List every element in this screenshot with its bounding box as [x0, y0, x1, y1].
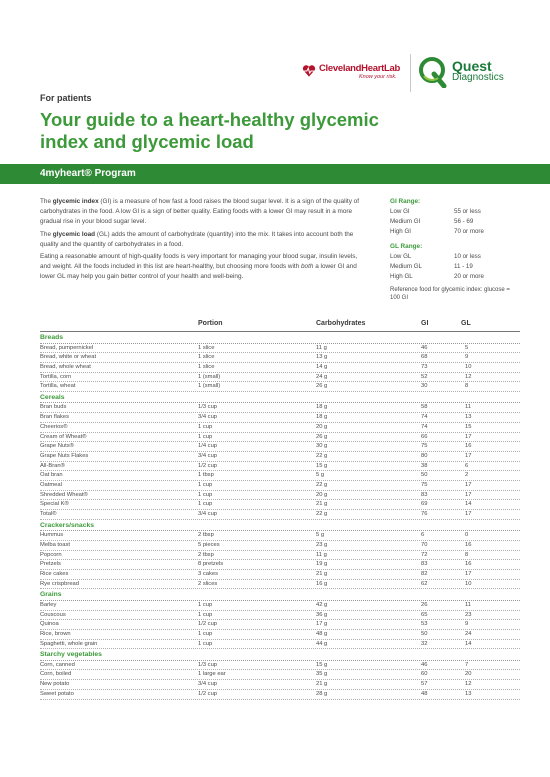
- gi-cell: 58: [421, 404, 428, 411]
- quest-logo-line2: Diagnostics: [452, 72, 504, 83]
- food-name-cell: Barley: [40, 601, 57, 608]
- gi-cell: 80: [421, 452, 428, 459]
- carbohydrates-cell: 13 g: [316, 354, 328, 361]
- portion-cell: 1/4 cup: [198, 443, 218, 450]
- gi-cell: 50: [421, 630, 428, 637]
- gi-range-low: Low GI 55 or less: [390, 208, 481, 215]
- portion-cell: 1 slice: [198, 363, 215, 370]
- table-row: [40, 580, 520, 590]
- header-gi: GI: [421, 320, 429, 327]
- program-banner: [0, 164, 550, 184]
- table-row: [40, 661, 520, 671]
- portion-cell: 1 large ear: [198, 671, 226, 678]
- gl-cell: 17: [465, 570, 472, 577]
- portion-cell: 2 tbsp: [198, 532, 214, 539]
- portion-cell: 1/3 cup: [198, 404, 218, 411]
- carbohydrates-cell: 22 g: [316, 511, 328, 517]
- gi-cell: 6: [421, 532, 425, 539]
- gi-cell: 62: [421, 580, 428, 587]
- table-row: [40, 500, 520, 510]
- gl-cell: 10: [465, 580, 472, 587]
- gi-cell: 38: [421, 462, 428, 469]
- food-name-cell: All-Bran®: [40, 462, 65, 469]
- gl-cell: 13: [465, 414, 472, 421]
- carbohydrates-cell: 18 g: [316, 414, 328, 421]
- gi-cell: 75: [421, 481, 428, 488]
- food-name-cell: Bran flakes: [40, 414, 69, 421]
- portion-cell: 1 cup: [198, 630, 213, 637]
- gl-cell: 9: [465, 354, 469, 361]
- gl-cell: 7: [465, 661, 469, 668]
- portion-cell: 1/3 cup: [198, 661, 218, 668]
- table-row: [40, 363, 520, 373]
- intro-paragraph-gl: The glycemic load (GL) adds the amount of carbohydrate (quantity) into the mix. It takes into account both the quality and the quantity of carbohydrates in a food.: [40, 230, 354, 248]
- gl-cell: 6: [465, 462, 469, 469]
- food-name-cell: Couscous: [40, 611, 66, 618]
- portion-cell: 1 (small): [198, 383, 221, 390]
- gl-range-medium: Medium GL 11 - 19: [390, 263, 473, 270]
- food-name-cell: Melba toast: [40, 541, 70, 548]
- carbohydrates-cell: 11 g: [316, 344, 327, 351]
- table-row: [40, 560, 520, 570]
- gi-range-high: High GI 70 or more: [390, 228, 484, 235]
- heart-icon: [302, 64, 316, 78]
- food-name-cell: Tortilla, corn: [40, 373, 72, 380]
- gl-cell: 15: [465, 423, 472, 430]
- logo-divider: [410, 54, 411, 92]
- table-row: [40, 531, 520, 541]
- header-carbohydrates: Carbohydrates: [316, 320, 366, 327]
- portion-cell: 1/2 cup: [198, 621, 218, 628]
- portion-cell: 1 cup: [198, 491, 213, 498]
- gi-range-medium: Medium GI 56 - 69: [390, 218, 474, 225]
- portion-cell: 1 (small): [198, 373, 221, 380]
- gl-cell: 16: [465, 443, 472, 450]
- food-name-cell: Rice cakes: [40, 570, 69, 577]
- gi-cell: 73: [421, 363, 428, 370]
- gl-cell: 11: [465, 404, 472, 411]
- gl-cell: 2: [465, 472, 469, 479]
- table-row: [40, 620, 520, 630]
- table-row: [40, 442, 520, 452]
- table-row: [40, 670, 520, 680]
- gi-cell: 74: [421, 423, 428, 430]
- intro-paragraph-advice: Eating a reasonable amount of high-quality foods is very important for managing your blood sugar, insulin levels, and weight. All the foods included in this list are heart-healthy, but choosing more foods with both a lower GI and lower GL may help you gain better control of your health and well-being.: [40, 253, 358, 281]
- carbohydrates-cell: 22 g: [316, 481, 328, 488]
- food-name-cell: Special K®: [40, 501, 69, 508]
- portion-cell: 3 cakes: [198, 570, 218, 577]
- gi-cell: 75: [421, 443, 428, 450]
- gl-cell: 17: [465, 433, 472, 440]
- carbohydrates-cell: 30 g: [316, 443, 328, 450]
- section-heading: Grains: [40, 589, 520, 601]
- cleveland-logo-text: ClevelandHeartLab: [319, 63, 400, 74]
- food-name-cell: Rye crispbread: [40, 580, 79, 587]
- carbohydrates-cell: 15 g: [316, 661, 328, 668]
- gi-cell: 76: [421, 511, 428, 517]
- food-name-cell: Cheerios®: [40, 423, 68, 430]
- gl-cell: 20: [465, 671, 472, 678]
- gl-cell: 8: [465, 383, 469, 390]
- food-name-cell: Total®: [40, 511, 57, 517]
- gi-cell: 83: [421, 491, 428, 498]
- table-header: [40, 320, 520, 330]
- portion-cell: 1 cup: [198, 601, 213, 608]
- portion-cell: 8 pretzels: [198, 561, 224, 568]
- carbohydrates-cell: 5 g: [316, 532, 325, 539]
- carbohydrates-cell: 44 g: [316, 640, 328, 647]
- portion-cell: 1 cup: [198, 433, 213, 440]
- section-heading: Breads: [40, 332, 520, 344]
- portion-cell: 1 cup: [198, 640, 213, 647]
- carbohydrates-cell: 21 g: [316, 501, 328, 508]
- portion-cell: 1 slice: [198, 354, 215, 361]
- gl-cell: 8: [465, 551, 469, 558]
- gi-cell: 52: [421, 373, 428, 380]
- carbohydrates-cell: 21 g: [316, 681, 328, 688]
- gl-cell: 14: [465, 501, 472, 508]
- gl-cell: 13: [465, 690, 472, 697]
- gi-cell: 83: [421, 561, 428, 568]
- table-row: [40, 403, 520, 413]
- carbohydrates-cell: 20 g: [316, 423, 328, 430]
- gl-cell: 14: [465, 640, 472, 647]
- food-name-cell: Oatmeal: [40, 481, 62, 488]
- table-row: [40, 541, 520, 551]
- table-row: [40, 680, 520, 690]
- carbohydrates-cell: 48 g: [316, 630, 328, 637]
- carbohydrates-cell: 20 g: [316, 491, 328, 498]
- gl-range-heading: GL Range:: [390, 243, 423, 250]
- gl-cell: 12: [465, 373, 472, 380]
- food-name-cell: Spaghetti, whole grain: [40, 640, 98, 647]
- gi-cell: 50: [421, 472, 428, 479]
- food-name-cell: Bran buds: [40, 404, 67, 411]
- carbohydrates-cell: 24 g: [316, 373, 328, 380]
- food-name-cell: Bread, pumpernickel: [40, 344, 94, 351]
- carbohydrates-cell: 36 g: [316, 611, 328, 618]
- food-name-cell: Hummus: [40, 532, 64, 539]
- quest-logo-icon: [418, 56, 448, 88]
- portion-cell: 2 tbsp: [198, 551, 214, 558]
- section-heading: Crackers/snacks: [40, 520, 520, 532]
- carbohydrates-cell: 28 g: [316, 690, 328, 697]
- carbohydrates-cell: 23 g: [316, 541, 328, 548]
- gi-cell: 46: [421, 661, 428, 668]
- table-row: [40, 471, 520, 481]
- header-gl: GL: [461, 320, 471, 327]
- portion-cell: 1 slice: [198, 344, 215, 351]
- food-name-cell: Rice, brown: [40, 630, 71, 637]
- term-glycemic-index: glycemic index: [52, 198, 99, 205]
- gi-cell: 32: [421, 640, 428, 647]
- gi-cell: 66: [421, 433, 428, 440]
- carbohydrates-cell: 5 g: [316, 472, 325, 479]
- carbohydrates-cell: 11 g: [316, 551, 327, 558]
- table-row: [40, 433, 520, 443]
- gl-cell: 10: [465, 363, 472, 370]
- food-name-cell: Sweet potato: [40, 690, 74, 697]
- food-name-cell: Pretzels: [40, 561, 61, 568]
- intro-paragraph-gi: The glycemic index (GI) is a measure of how fast a food raises the blood sugar level. It is a sign of the quality of carbohydrates in the food. A low GI is a sign of better quality. Eating foods with a lower GI may result in a more gradual rise in your blood sugar level.: [40, 198, 359, 226]
- gl-cell: 17: [465, 481, 472, 488]
- gi-cell: 82: [421, 570, 428, 577]
- range-legend: [390, 197, 520, 302]
- gi-cell: 57: [421, 681, 428, 688]
- gi-cell: 70: [421, 541, 428, 548]
- header-logos: [0, 52, 550, 92]
- table-row: [40, 353, 520, 363]
- table-row: [40, 491, 520, 501]
- food-name-cell: Bread, whole wheat: [40, 363, 91, 370]
- gl-cell: 24: [465, 630, 472, 637]
- food-name-cell: Bread, white or wheat: [40, 354, 97, 361]
- food-name-cell: Tortilla, wheat: [40, 383, 76, 390]
- table-row: [40, 640, 520, 650]
- gi-cell: 69: [421, 501, 428, 508]
- gi-range-heading: GI Range:: [390, 198, 421, 205]
- portion-cell: 1/2 cup: [198, 462, 218, 469]
- food-name-cell: Popcorn: [40, 551, 62, 558]
- table-row: [40, 570, 520, 580]
- table-row: [40, 551, 520, 561]
- food-name-cell: Corn, boiled: [40, 671, 72, 678]
- food-name-cell: Grape Nuts Flakes: [40, 452, 89, 459]
- quest-diagnostics-logo: [452, 60, 504, 84]
- page-title: Your guide to a heart-healthy glycemic index and glycemic load: [40, 109, 379, 152]
- table-row: [40, 413, 520, 423]
- portion-cell: 1 cup: [198, 423, 213, 430]
- portion-cell: 1 cup: [198, 611, 213, 618]
- food-name-cell: Quinoa: [40, 621, 59, 628]
- gl-cell: 17: [465, 452, 472, 459]
- portion-cell: 3/4 cup: [198, 681, 218, 688]
- carbohydrates-cell: 14 g: [316, 363, 328, 370]
- portion-cell: 1/2 cup: [198, 690, 218, 697]
- carbohydrates-cell: 16 g: [316, 580, 328, 587]
- gl-cell: 0: [465, 532, 469, 539]
- portion-cell: 2 slices: [198, 580, 218, 587]
- section-heading: Cereals: [40, 392, 520, 404]
- food-name-cell: Corn, canned: [40, 661, 75, 668]
- carbohydrates-cell: 22 g: [316, 452, 328, 459]
- food-name-cell: New potato: [40, 681, 70, 688]
- portion-cell: 3/4 cup: [198, 452, 218, 459]
- gl-cell: 16: [465, 541, 472, 548]
- food-name-cell: Shredded Wheat®: [40, 491, 88, 498]
- table-row: [40, 601, 520, 611]
- carbohydrates-cell: 26 g: [316, 383, 328, 390]
- table-row: [40, 382, 520, 392]
- gi-cell: 65: [421, 611, 428, 618]
- gi-cell: 72: [421, 551, 428, 558]
- gl-range-high: High GL 20 or more: [390, 273, 484, 280]
- food-name-cell: Grape Nuts®: [40, 443, 74, 450]
- gi-cell: 26: [421, 601, 428, 608]
- carbohydrates-cell: 35 g: [316, 671, 328, 678]
- gi-cell: 74: [421, 414, 428, 421]
- portion-cell: 3/4 cup: [198, 511, 218, 517]
- food-name-cell: Cream of Wheat®: [40, 433, 87, 440]
- program-title: 4myheart® Program: [40, 168, 136, 179]
- for-patients-label: For patients: [40, 93, 92, 103]
- gl-cell: 17: [465, 491, 472, 498]
- table-row: [40, 510, 520, 520]
- gl-cell: 17: [465, 511, 472, 517]
- gl-cell: 11: [465, 601, 472, 608]
- portion-cell: 1 cup: [198, 481, 213, 488]
- gl-cell: 23: [465, 611, 472, 618]
- gl-cell: 16: [465, 561, 472, 568]
- table-row: [40, 611, 520, 621]
- gi-cell: 68: [421, 354, 428, 361]
- reference-food-note: Reference food for glycemic index: glucose = 100 GI: [390, 287, 510, 301]
- food-name-cell: Oat bran: [40, 472, 63, 479]
- food-table: [40, 332, 520, 700]
- table-row: [40, 690, 520, 700]
- gi-cell: 46: [421, 344, 428, 351]
- header-portion: Portion: [198, 320, 223, 327]
- gi-cell: 30: [421, 383, 428, 390]
- carbohydrates-cell: 15 g: [316, 462, 328, 469]
- portion-cell: 3/4 cup: [198, 414, 218, 421]
- section-heading: Starchy vegetables: [40, 649, 520, 661]
- table-row: [40, 423, 520, 433]
- gi-cell: 60: [421, 671, 428, 678]
- cleveland-heartlab-logo: [302, 64, 400, 81]
- term-glycemic-load: glycemic load: [52, 230, 96, 238]
- table-row: [40, 481, 520, 491]
- carbohydrates-cell: 19 g: [316, 561, 328, 568]
- table-row: [40, 452, 520, 462]
- carbohydrates-cell: 21 g: [316, 570, 328, 577]
- carbohydrates-cell: 18 g: [316, 404, 328, 411]
- carbohydrates-cell: 17 g: [316, 621, 328, 628]
- portion-cell: 1 cup: [198, 501, 213, 508]
- carbohydrates-cell: 42 g: [316, 601, 328, 608]
- gl-range-low: Low GL 10 or less: [390, 253, 481, 260]
- gi-cell: 48: [421, 690, 428, 697]
- gl-cell: 9: [465, 621, 469, 628]
- table-row: [40, 373, 520, 383]
- table-row: [40, 462, 520, 472]
- intro-text: [40, 197, 365, 285]
- table-row: [40, 630, 520, 640]
- gl-cell: 5: [465, 344, 469, 351]
- gi-cell: 53: [421, 621, 428, 628]
- carbohydrates-cell: 26 g: [316, 433, 328, 440]
- term-both: both: [300, 263, 314, 271]
- portion-cell: 5 pieces: [198, 541, 220, 548]
- portion-cell: 1 tbsp: [198, 472, 214, 479]
- table-row: [40, 344, 520, 354]
- quest-logo-line1: Quest: [452, 58, 492, 74]
- gl-cell: 12: [465, 681, 472, 688]
- cleveland-tagline: Know your risk.: [359, 74, 397, 80]
